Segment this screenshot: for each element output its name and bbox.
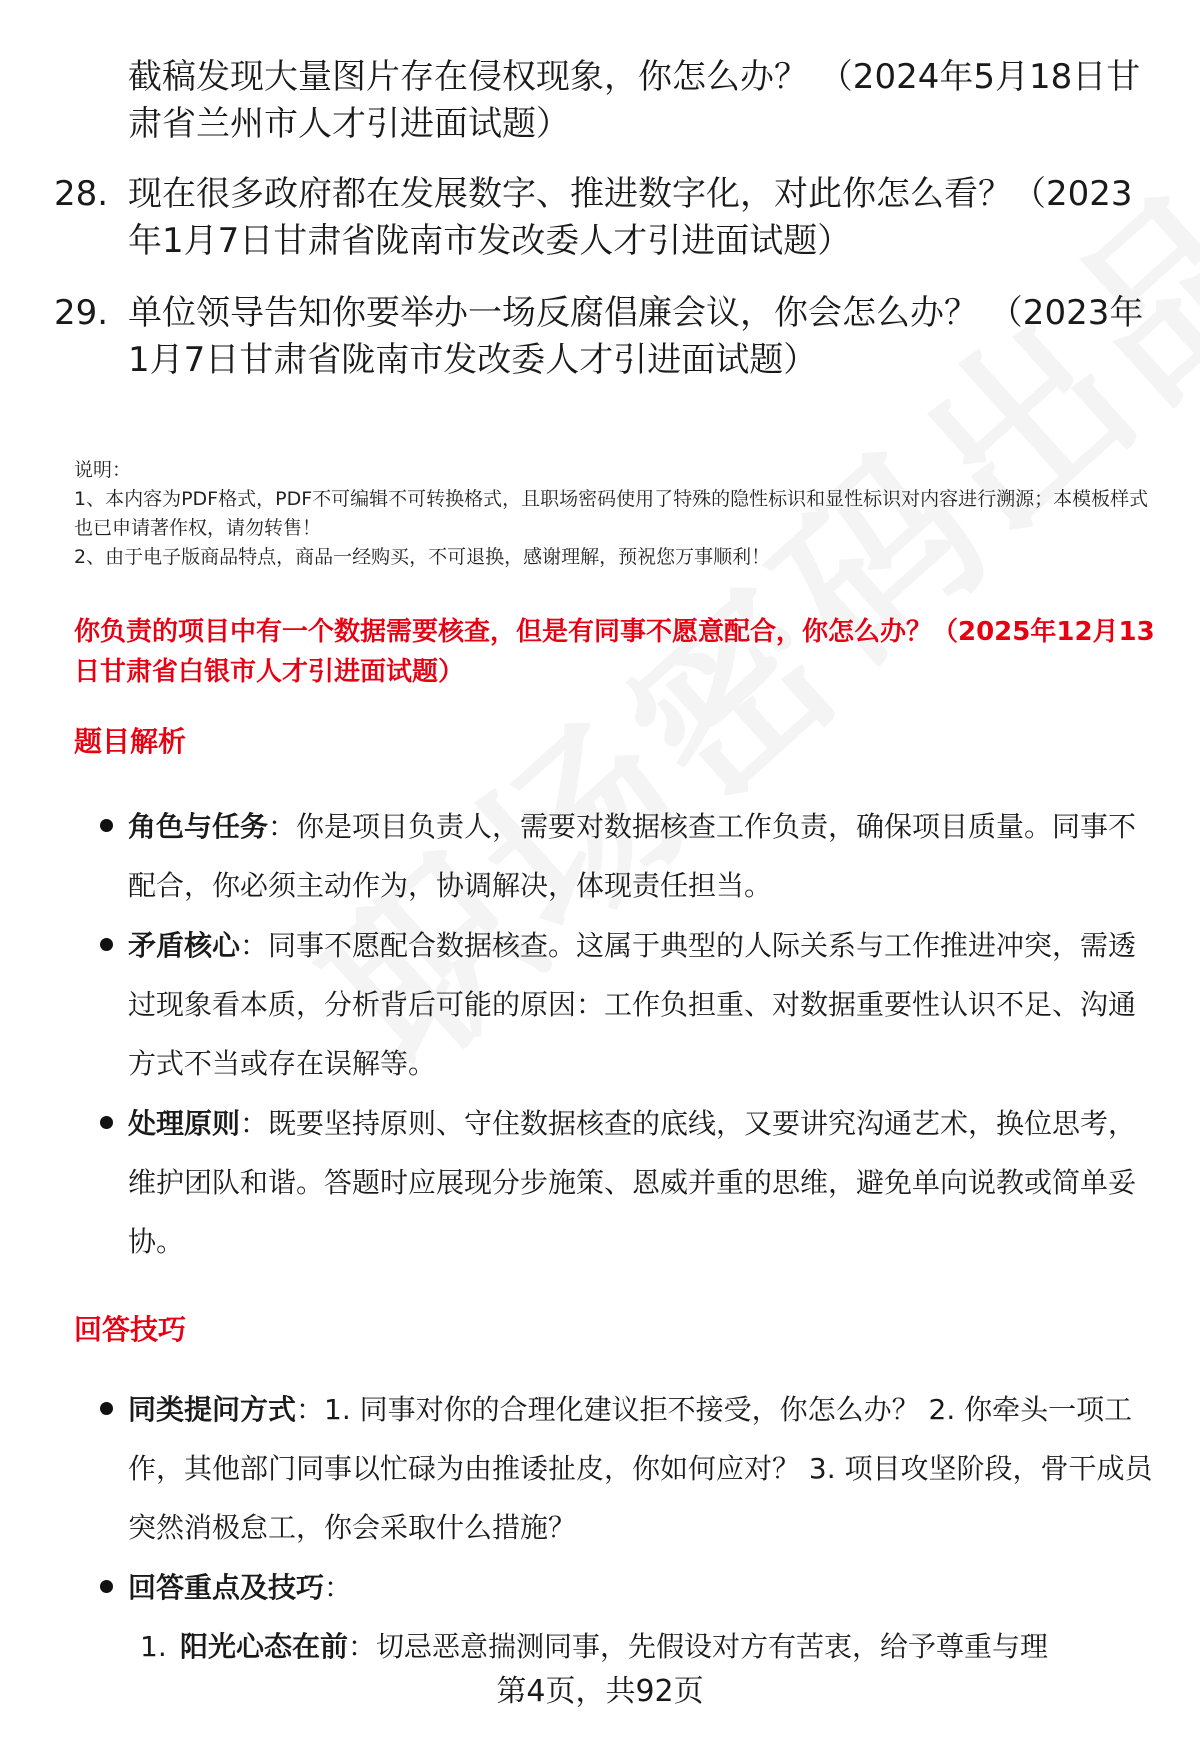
question-text: 单位领导告知你要举办一场反腐倡廉会议，你会怎么办？ （2023年1月7日甘肃省陇南市发改委人才引进面试题）: [128, 293, 1144, 380]
tips-item: [100, 1380, 1160, 1557]
notes-line: 2、由于电子版商品特点，商品一经购买，不可退换，感谢理解，预祝您万事顺利！: [74, 546, 771, 568]
analysis-item: [100, 916, 1160, 1093]
bullet-icon: [100, 1116, 113, 1129]
question-number: 28.: [54, 174, 109, 214]
item-label: 同类提问方式: [128, 1393, 297, 1426]
featured-question: 你负责的项目中有一个数据需要核查，但是有同事不愿意配合，你怎么办？（2025年12月13日甘肃省白银市人才引进面试题）: [74, 617, 1155, 687]
notes-heading: 说明：: [74, 459, 132, 481]
item-text: ：同事不愿配合数据核查。这属于典型的人际关系与工作推进冲突，需透过现象看本质，分析背后可能的原因：工作负担重、对数据重要性认识不足、沟通方式不当或存在误解等。: [128, 929, 1137, 1080]
item-label: 处理原则: [128, 1107, 241, 1140]
analysis-section-title: 题目解析: [74, 725, 187, 758]
previous-question-continuation: 截稿发现大量图片存在侵权现象，你怎么办？ （2024年5月18日甘肃省兰州市人才引进面试题）: [128, 57, 1141, 144]
bullet-icon: [100, 1580, 113, 1593]
analysis-item: [100, 797, 1160, 915]
notes-line: 1、本内容为PDF格式，PDF不可编辑不可转换格式，且职场密码使用了特殊的隐性标识和显性标识对内容进行溯源；本模板样式也已申请著作权，请勿转售！: [74, 488, 1149, 539]
tips-item: [100, 1558, 1160, 1617]
item-label: 角色与任务: [128, 810, 269, 843]
tips-section-title: 回答技巧: [74, 1313, 187, 1346]
tips-sub-item: [140, 1617, 1160, 1676]
bullet-icon: [100, 938, 113, 951]
bullet-icon: [100, 1402, 113, 1415]
question-number: 29.: [54, 293, 109, 333]
bullet-icon: [100, 819, 113, 832]
item-label: 阳光心态在前: [180, 1630, 349, 1663]
page-footer: 第4页，共92页: [496, 1674, 704, 1709]
item-text: ：: [324, 1571, 353, 1604]
item-label: 回答重点及技巧: [128, 1571, 325, 1604]
item-label: 矛盾核心: [128, 929, 241, 962]
question-item: [54, 290, 1148, 384]
question-text: 现在很多政府都在发展数字、推进数字化，对此你怎么看？（2023年1月7日甘肃省陇南市发改委人才引进面试题）: [128, 174, 1133, 261]
item-text: ：切忌恶意揣测同事，先假设对方有苦衷，给予尊重与理: [348, 1630, 1049, 1663]
analysis-item: [100, 1094, 1160, 1271]
item-text: ：1. 同事对你的合理化建议拒不接受，你怎么办？ 2. 你牵头一项工作，其他部门同事以忙碌为由推诿扯皮，你如何应对？ 3. 项目攻坚阶段，骨干成员突然消极怠工，你会采取什么措施？: [128, 1393, 1153, 1544]
question-item: [54, 171, 1148, 265]
item-text: ：既要坚持原则、守住数据核查的底线，又要讲究沟通艺术，换位思考，维护团队和谐。答题时应展现分步施策、恩威并重的思维，避免单向说教或简单妥协。: [128, 1107, 1137, 1258]
notes-block: [74, 456, 1164, 572]
item-text: ：你是项目负责人，需要对数据核查工作负责，确保项目质量。同事不配合，你必须主动作为，协调解决，体现责任担当。: [128, 810, 1137, 902]
sub-item-number: 1.: [140, 1630, 167, 1663]
